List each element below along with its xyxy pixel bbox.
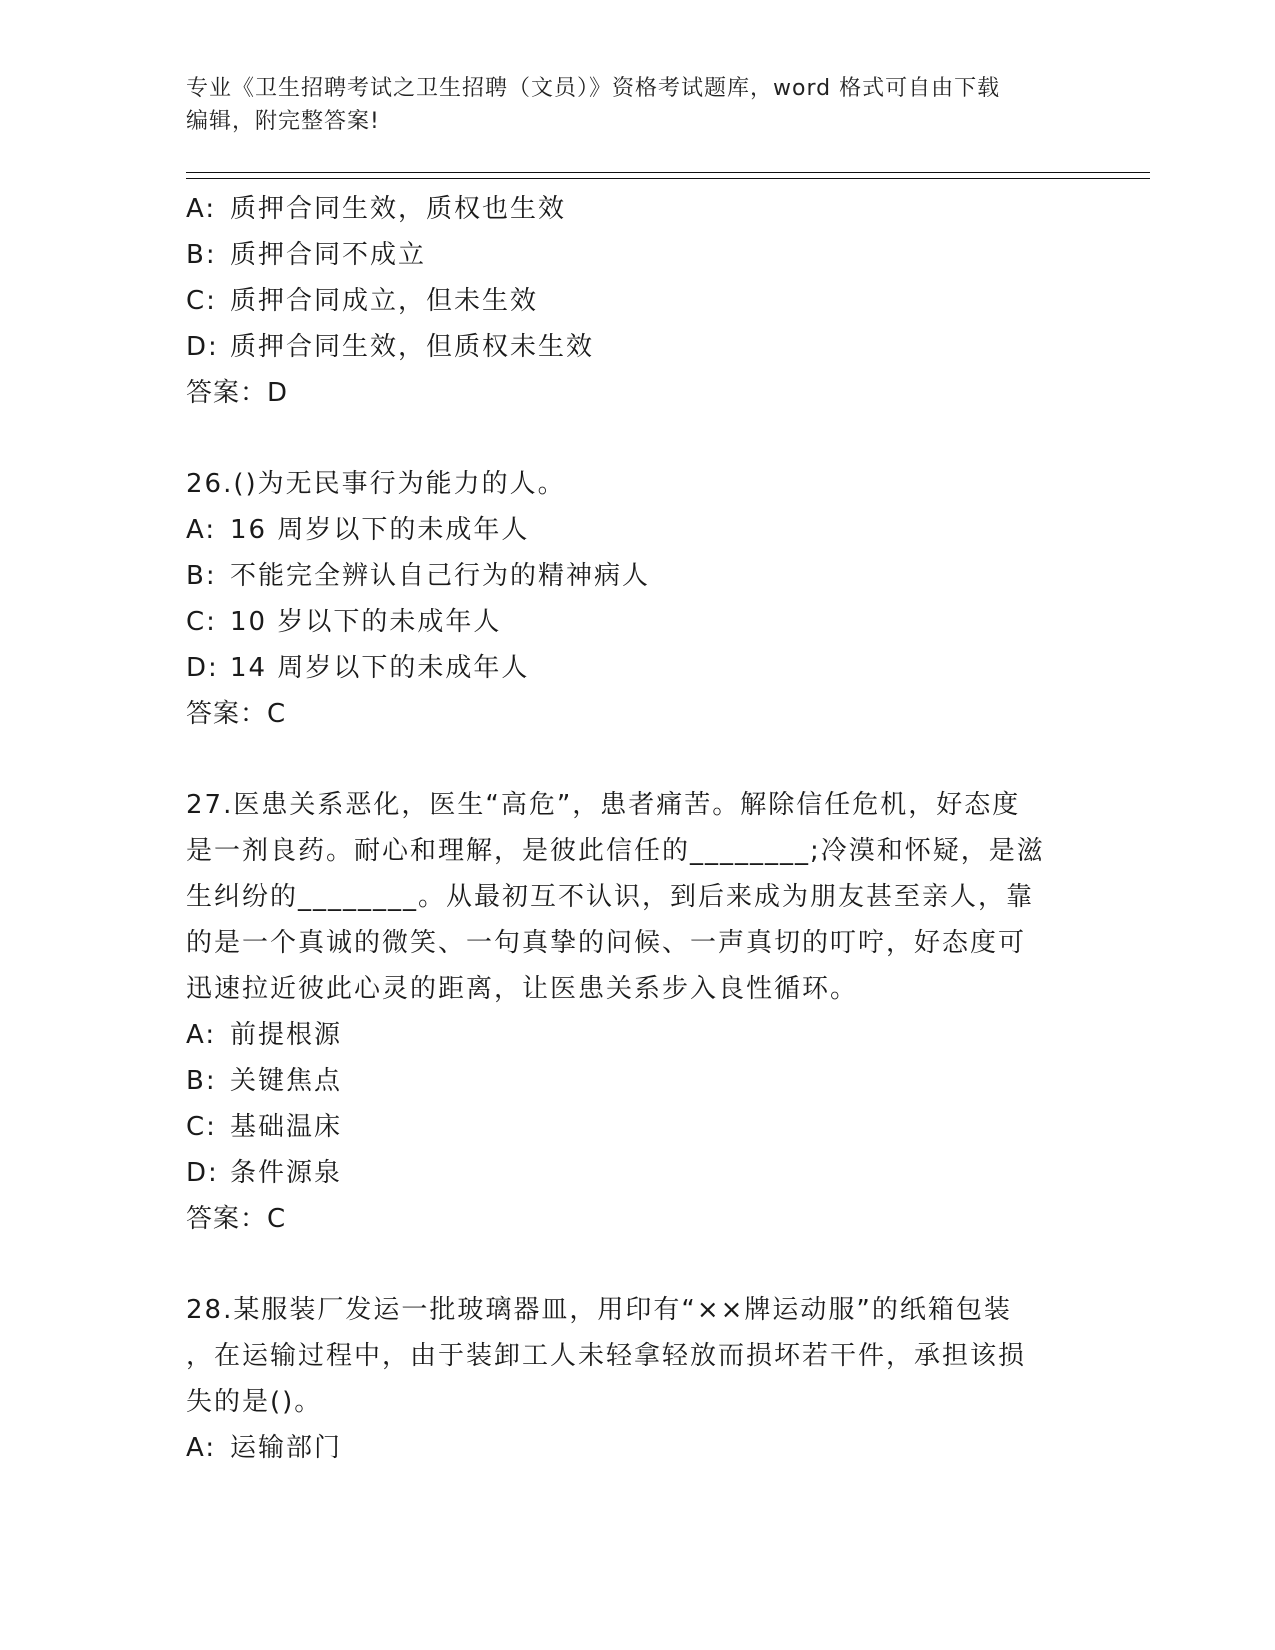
- answer-line: 答案：C: [186, 699, 287, 729]
- question-stem-line: 失的是()。: [186, 1387, 323, 1417]
- option-b: [186, 553, 1086, 599]
- option-text: 条件源泉: [230, 1158, 343, 1188]
- option-label: C:: [186, 607, 217, 637]
- option-label: B:: [186, 240, 217, 270]
- option-text: 16 周岁以下的未成年人: [230, 515, 530, 545]
- question-stem-line: 28.某服装厂发运一批玻璃器皿，用印有“××牌运动服”的纸箱包装: [186, 1295, 1012, 1325]
- option-text: 基础温床: [230, 1112, 343, 1142]
- option-c: [186, 1104, 1086, 1150]
- question-stem-line: 的是一个真诚的微笑、一句真挚的问候、一声真切的叮咛，好态度可: [186, 928, 1027, 958]
- header-divider-top: [186, 172, 1150, 173]
- question-list: [186, 186, 1086, 1471]
- option-d: [186, 1150, 1086, 1196]
- header-divider-bottom: [186, 178, 1150, 179]
- option-text: 14 周岁以下的未成年人: [230, 653, 530, 683]
- option-text: 10 岁以下的未成年人: [230, 607, 502, 637]
- question-28: [186, 1287, 1086, 1471]
- option-text: 关键焦点: [230, 1066, 343, 1096]
- option-text: 运输部门: [230, 1433, 343, 1463]
- answer-line: 答案：D: [186, 378, 289, 408]
- option-text: 质押合同生效，但质权未生效: [230, 332, 595, 362]
- option-label: B:: [186, 561, 217, 591]
- option-c: [186, 278, 1086, 324]
- option-label: D:: [186, 1158, 219, 1188]
- question-25: [186, 186, 1086, 416]
- question-stem-line: 迅速拉近彼此心灵的距离，让医患关系步入良性循环。: [186, 974, 859, 1004]
- option-label: D:: [186, 332, 219, 362]
- answer-line: 答案：C: [186, 1204, 287, 1234]
- question-stem-line: ，在运输过程中，由于装卸工人未轻拿轻放而损坏若干件，承担该损: [186, 1341, 1027, 1371]
- question-stem-line: 27.医患关系恶化，医生“高危”，患者痛苦。解除信任危机，好态度: [186, 790, 1021, 820]
- question-stem-line: 是一剂良药。耐心和理解，是彼此信任的________;冷漠和怀疑，是滋: [186, 836, 1045, 866]
- spacer: [186, 1242, 1086, 1287]
- option-a: [186, 186, 1086, 232]
- option-label: D:: [186, 653, 219, 683]
- option-label: A:: [186, 1433, 217, 1463]
- question-stem: 26.()为无民事行为能力的人。: [186, 469, 566, 499]
- option-c: [186, 599, 1086, 645]
- option-label: C:: [186, 1112, 217, 1142]
- option-b: [186, 232, 1086, 278]
- option-label: A:: [186, 1020, 217, 1050]
- question-stem-line: 生纠纷的________。从最初互不认识，到后来成为朋友甚至亲人，靠: [186, 882, 1035, 912]
- question-26: [186, 461, 1086, 737]
- option-text: 质押合同生效，质权也生效: [230, 194, 567, 224]
- option-text: 不能完全辨认自己行为的精神病人: [230, 561, 651, 591]
- header-line-1: 专业《卫生招聘考试之卫生招聘（文员）》资格考试题库，word 格式可自由下载: [186, 76, 1001, 101]
- option-label: B:: [186, 1066, 217, 1096]
- option-d: [186, 645, 1086, 691]
- header-line-2: 编辑，附完整答案!: [186, 109, 380, 134]
- option-text: 前提根源: [230, 1020, 343, 1050]
- option-a: [186, 1012, 1086, 1058]
- option-a: [186, 1425, 1086, 1471]
- option-b: [186, 1058, 1086, 1104]
- option-text: 质押合同不成立: [230, 240, 427, 270]
- option-label: A:: [186, 515, 217, 545]
- document-header: [186, 72, 1066, 138]
- option-label: A:: [186, 194, 217, 224]
- spacer: [186, 416, 1086, 461]
- option-d: [186, 324, 1086, 370]
- option-a: [186, 507, 1086, 553]
- option-text: 质押合同成立，但未生效: [230, 286, 539, 316]
- question-27: [186, 782, 1086, 1242]
- spacer: [186, 737, 1086, 782]
- option-label: C:: [186, 286, 217, 316]
